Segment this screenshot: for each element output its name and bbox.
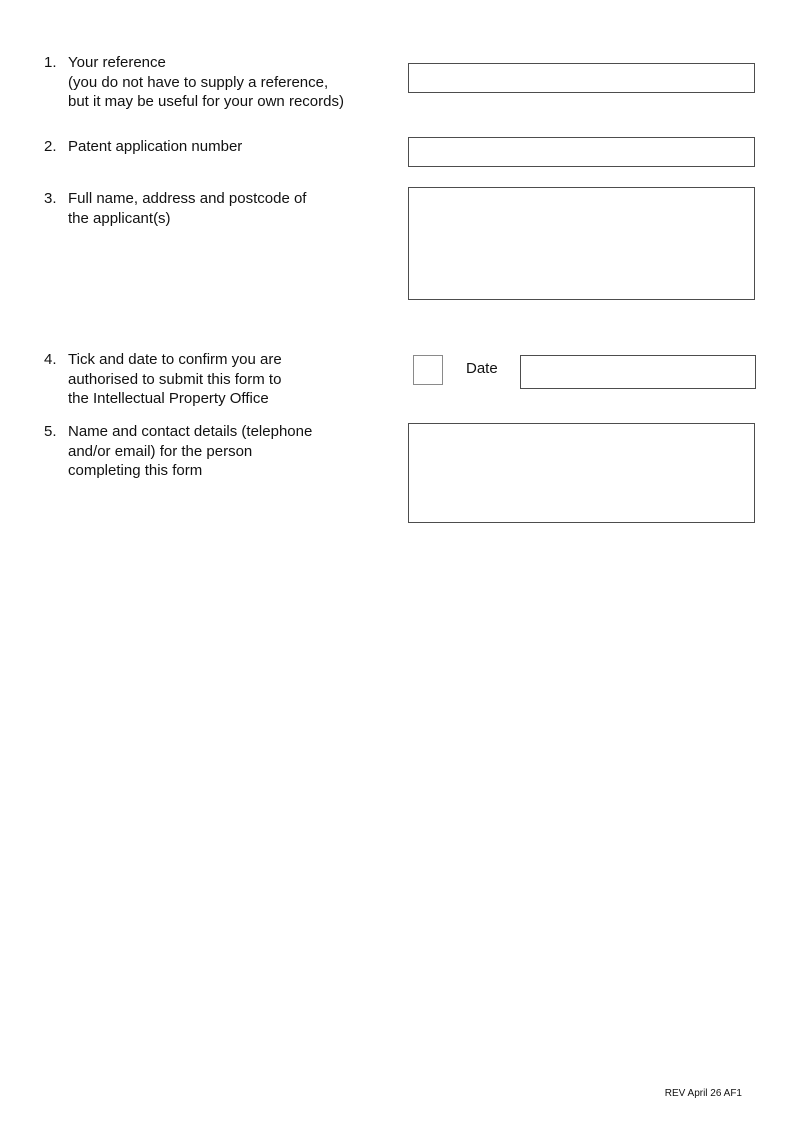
item-number: 1. [44, 54, 57, 71]
item-label-line: the Intellectual Property Office [68, 390, 269, 407]
item-label-line: (you do not have to supply a reference, [68, 73, 329, 91]
item-number: 2. [44, 138, 57, 155]
item-number: 3. [44, 190, 57, 207]
item-label [68, 350, 282, 409]
item-label-line: Tick and date to confirm you are [68, 351, 282, 368]
item-label-line: completing this form [68, 462, 203, 479]
item-label-line: and/or email) for the person [68, 442, 253, 460]
item-label-line: Full name, address and postcode of [68, 190, 307, 207]
your-reference-input[interactable] [408, 63, 755, 93]
form-row-your-reference [44, 53, 344, 112]
contact-details-textarea[interactable] [408, 423, 755, 523]
patent-application-number-input[interactable] [408, 137, 755, 167]
item-label [68, 137, 242, 157]
authorised-checkbox[interactable] [413, 355, 443, 385]
item-label [68, 422, 312, 481]
item-label-line: authorised to submit this form to [68, 370, 282, 388]
item-number: 4. [44, 351, 57, 368]
item-label-line: Name and contact details (telephone [68, 423, 313, 440]
form-revision-footer: REV April 26 AF1 [664, 1088, 742, 1099]
form-row-applicant-details [44, 189, 306, 228]
form-row-patent-application-number [44, 137, 242, 157]
date-label: Date [466, 360, 498, 377]
applicant-details-textarea[interactable] [408, 187, 755, 300]
form-row-authorisation [44, 350, 282, 409]
form-row-contact-details [44, 422, 312, 481]
item-label [68, 53, 344, 112]
item-label-line: but it may be useful for your own records) [68, 93, 344, 110]
date-input[interactable] [520, 355, 756, 389]
item-label-line: Patent application number [68, 138, 243, 155]
item-label-line: Your reference [68, 54, 166, 71]
item-number: 5. [44, 423, 57, 440]
item-label-line: the applicant(s) [68, 209, 171, 227]
item-label [68, 189, 306, 228]
